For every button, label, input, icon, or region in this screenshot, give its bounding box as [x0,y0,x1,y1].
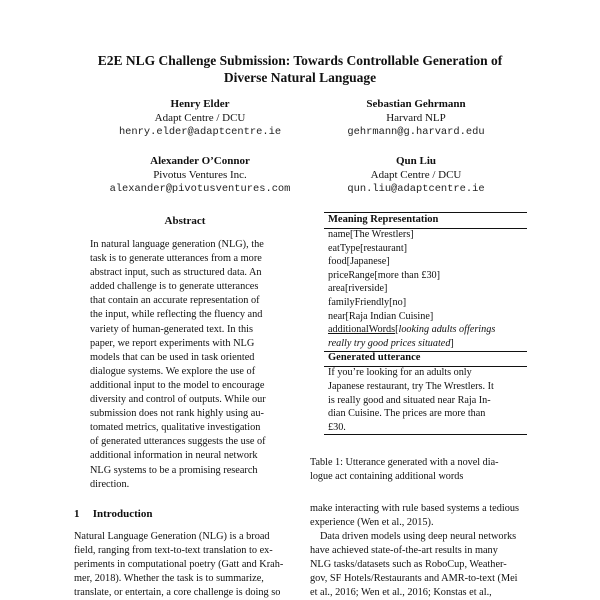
author-email: qun.liu@adaptcentre.ie [347,183,485,195]
gen-line: dian Cuisine. The prices are more than [328,408,486,420]
abstract-body [90,238,276,492]
caption-line: Table 1: Utterance generated with a novel dia- [310,457,499,468]
section-number: 1 [74,508,80,520]
abstract-line: abstract input, such as structured data. An [90,267,262,279]
mr-row: priceRange[more than £30] [328,269,441,281]
gen-line: is really good and situated near Raja In- [328,394,491,406]
author-name: Henry Elder [170,98,230,110]
abstract-line: tomated metrics, qualitative investigation [90,422,261,434]
author-block [100,97,300,139]
mr-rows [328,228,495,350]
abstract-line: diversity and control of outputs. While our [90,394,266,406]
author-email: gehrmann@g.harvard.edu [347,126,485,138]
body-line: have achieved state-of-the-art results in many [310,545,498,556]
body-line: NLG tasks/datasets such as RoboCup, Weather- [310,559,507,570]
author-affiliation: Adapt Centre / DCU [154,112,246,124]
abstract-line: the input, while reflecting the fluency and [90,309,263,321]
author-name: Alexander O’Connor [150,155,250,167]
author-affiliation: Harvard NLP [386,112,446,124]
body-line: experience (Wen et al., 2015). [310,517,434,528]
mr-row: eatType[restaurant] [328,242,408,254]
table-caption [310,456,530,484]
intro-line: Natural Language Generation (NLG) is a broad [74,531,270,542]
author-email: henry.elder@adaptcentre.ie [118,126,282,138]
mr-row-additional-cont: really try good prices situated] [328,337,454,349]
table-rule-top [324,212,527,213]
abstract-line: additional information in neural network [90,450,258,462]
mr-row: area[riverside] [328,283,388,295]
author-block [316,97,516,139]
author-block [316,154,516,196]
abstract-line: paper, we report experiments with NLG [90,337,255,349]
abstract-line: models that can be used in task oriented [90,351,255,363]
gen-line: Japanese restaurant, try The Wrestlers. It [328,380,494,392]
abstract-line: task is to generate utterances from a more [90,253,262,265]
intro-line: mer, 2018). Whether the task is to summarize, [74,573,264,584]
abstract-line: submission does not rank highly using au- [90,408,264,420]
abstract-line: that contain an accurate representation of [90,295,260,307]
additional-value-2: really try good prices situated [328,337,451,349]
abstract-line: dialogue systems. We explore the use of [90,365,256,377]
additional-value-1: looking adults offerings [398,324,496,336]
author-email: alexander@pivotusventures.com [109,183,291,195]
body-line: gov, SF Hotels/Restaurants and AMR-to-text (Mei [310,573,518,584]
mr-row: familyFriendly[no] [328,296,407,308]
abstract-line: variety of human-generated text. In this [90,323,253,335]
mr-row: name[The Wrestlers] [328,229,414,240]
gen-line: If you’re looking for an adults only [328,367,472,378]
body-line: et al., 2016; Wen et al., 2016; Konstas et al., [310,587,492,598]
body-line: Data driven models using deep neural networks [320,531,517,542]
abstract-line: of generated utterances suggests the use of [90,436,266,448]
intro-line: translate, or entertain, a core challenge is doing so [74,587,281,598]
mr-row-additional: additionalWords[looking adults offerings [328,324,496,336]
abstract-line: additional input to the model to encourage [90,379,265,391]
abstract-heading: Abstract [164,215,206,227]
author-affiliation: Pivotus Ventures Inc. [153,169,247,181]
author-name: Sebastian Gehrmann [366,98,466,110]
intro-line: field, ranging from text-to-text translation to ex- [74,545,273,556]
section-heading-introduction [74,508,152,520]
author-affiliation: Adapt Centre / DCU [370,169,462,181]
body-line: make interacting with rule based systems a tedious [310,503,520,514]
section-title: Introduction [92,508,153,520]
title-line-2: Diverse Natural Language [223,70,377,85]
introduction-body [74,530,294,600]
title-line-1: E2E NLG Challenge Submission: Towards Controllable Generation of [97,53,503,68]
paper-title [60,52,540,86]
additional-key: additionalWords [328,324,396,336]
author-name: Qun Liu [395,155,437,167]
mr-heading: Meaning Representation [328,214,439,225]
author-block [90,154,310,196]
abstract-line: added challenge is to generate utterances [90,281,259,293]
right-column-text [310,502,532,600]
table-rule-bottom [324,434,527,435]
mr-row: near[Raja Indian Cuisine] [328,310,434,322]
gen-line: £30. [328,422,346,434]
abstract-line: In natural language generation (NLG), the [90,239,264,250]
caption-line: logue act containing additional words [310,470,464,482]
generated-heading: Generated utterance [328,352,421,363]
abstract-line: direction. [90,478,130,490]
intro-line: periments in computational poetry (Gatt and Krah- [74,559,284,570]
mr-row: food[Japanese] [328,256,390,268]
abstract-line: NLG systems to be a promising research [90,464,258,476]
generated-utterance [328,366,524,435]
